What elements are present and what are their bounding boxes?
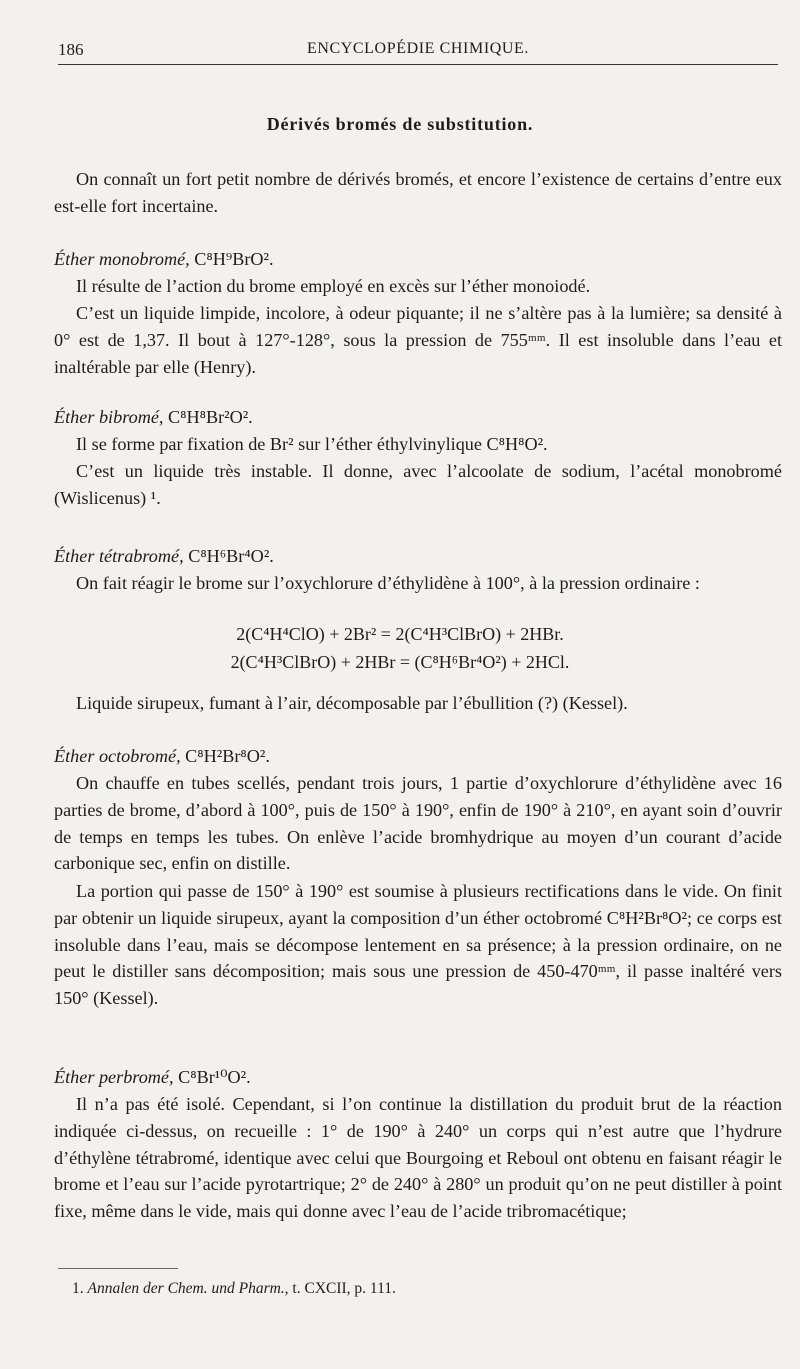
- tetrabromo-paragraph-2: Liquide sirupeux, fumant à l’air, décomposable par l’ébullition (?) (Kessel).: [76, 693, 628, 713]
- octobromo-paragraph-1: On chauffe en tubes scellés, pendant trois jours, 1 partie d’oxychlorure d’éthylidène avec 16 parties de brome, d’abord à 100°, puis de 150° à 190°, enfin de 190° à 210°, en ayant soin d’ouvrir de temps en temps les tubes. On enlève l’acide bromhydrique au moyen d’un courant d’acide carbonique sec, enfin on distille.: [54, 773, 782, 874]
- tetrabromo-name: Éther tétrabromé,: [54, 546, 184, 566]
- footnote: [72, 1280, 396, 1298]
- octobromo-name: Éther octobromé,: [54, 746, 181, 766]
- bibromo-formula: C⁸H⁸Br²O².: [168, 407, 253, 427]
- perbromo-paragraph-1: Il n’a pas été isolé. Cependant, si l’on continue la distillation du produit brut de la réaction indiquée ci-dessus, on recueille : 1° de 190° à 240° un corps qui n’est autre que l’hydrure d’éthylène tétrabromé, identique avec celui que Bourgoing et Reboul ont obtenu en faisant réagir le brome et l’eau sur l’acide pyrotartrique; 2° de 240° à 280° un produit qu’on ne peut distiller à point fixe, même dans le vide, mais qui donne avec l’eau de l’acide tribromacétique;: [54, 1094, 782, 1222]
- monobromo-formula: C⁸H⁹BrO².: [194, 249, 274, 269]
- perbromo-heading: [54, 1064, 782, 1091]
- page-header: [58, 40, 778, 65]
- tetrabromo-heading: [54, 543, 782, 570]
- bibromo-paragraph-2: C’est un liquide très instable. Il donne, avec l’alcoolate de sodium, l’acétal monobromé (Wislicenus) ¹.: [54, 461, 782, 508]
- bibromo-heading: [54, 404, 782, 431]
- running-title: ENCYCLOPÉDIE CHIMIQUE.: [306, 40, 530, 57]
- bibromo-name: Éther bibromé,: [54, 407, 164, 427]
- octobromo-formula: C⁸H²Br⁸O².: [185, 746, 270, 766]
- tetrabromo-formula: C⁸H⁶Br⁴O².: [188, 546, 274, 566]
- footnote-ref: t. CXCII, p. 111.: [292, 1280, 396, 1297]
- octobromo-heading: [54, 743, 782, 770]
- equation-1: 2(C⁴H⁴ClO) + 2Br² = 2(C⁴H³ClBrO) + 2HBr.: [236, 624, 564, 644]
- perbromo-name: Éther perbromé,: [54, 1067, 174, 1087]
- perbromo-formula: C⁸Br¹⁰O².: [178, 1067, 251, 1087]
- monobromo-paragraph-2: C’est un liquide limpide, incolore, à odeur piquante; il ne s’altère pas à la lumière; sa densité à 0° est de 1,37. Il bout à 127°-128°, sous la pression de 755ᵐᵐ. Il est insoluble dans l’eau et inaltérable par elle (Henry).: [54, 303, 782, 377]
- section-title: Dérivés bromés de substitution.: [266, 114, 534, 134]
- footnote-rule: [58, 1268, 178, 1269]
- tetrabromo-paragraph-1: On fait réagir le brome sur l’oxychlorure d’éthylidène à 100°, à la pression ordinaire :: [76, 573, 700, 593]
- intro-paragraph: On connaît un fort petit nombre de dérivés bromés, et encore l’existence de certains d’entre eux est-elle fort incertaine.: [54, 169, 782, 216]
- footnote-number: 1.: [72, 1280, 84, 1297]
- footnote-title: Annalen der Chem. und Pharm.,: [87, 1280, 289, 1297]
- monobromo-name: Éther monobromé,: [54, 249, 190, 269]
- page-number: 186: [58, 40, 84, 59]
- octobromo-paragraph-2: La portion qui passe de 150° à 190° est soumise à plusieurs rectifications dans le vide. On finit par obtenir un liquide sirupeux, ayant la composition d’un éther octobromé C⁸H²Br⁸O²; ce corps est insoluble dans l’eau, mais se décompose lentement en sa présence; à la pression ordinaire, on ne peut le distiller sans décomposition; mais sous une pression de 450-470ᵐᵐ, il passe inaltéré vers 150° (Kessel).: [54, 881, 782, 1009]
- equation-2: 2(C⁴H³ClBrO) + 2HBr = (C⁸H⁶Br⁴O²) + 2HCl.: [230, 652, 570, 672]
- monobromo-heading: [54, 246, 782, 273]
- bibromo-paragraph-1: Il se forme par fixation de Br² sur l’éther éthylvinylique C⁸H⁸O².: [76, 434, 548, 454]
- monobromo-paragraph-1: Il résulte de l’action du brome employé en excès sur l’éther monoiodé.: [76, 276, 591, 296]
